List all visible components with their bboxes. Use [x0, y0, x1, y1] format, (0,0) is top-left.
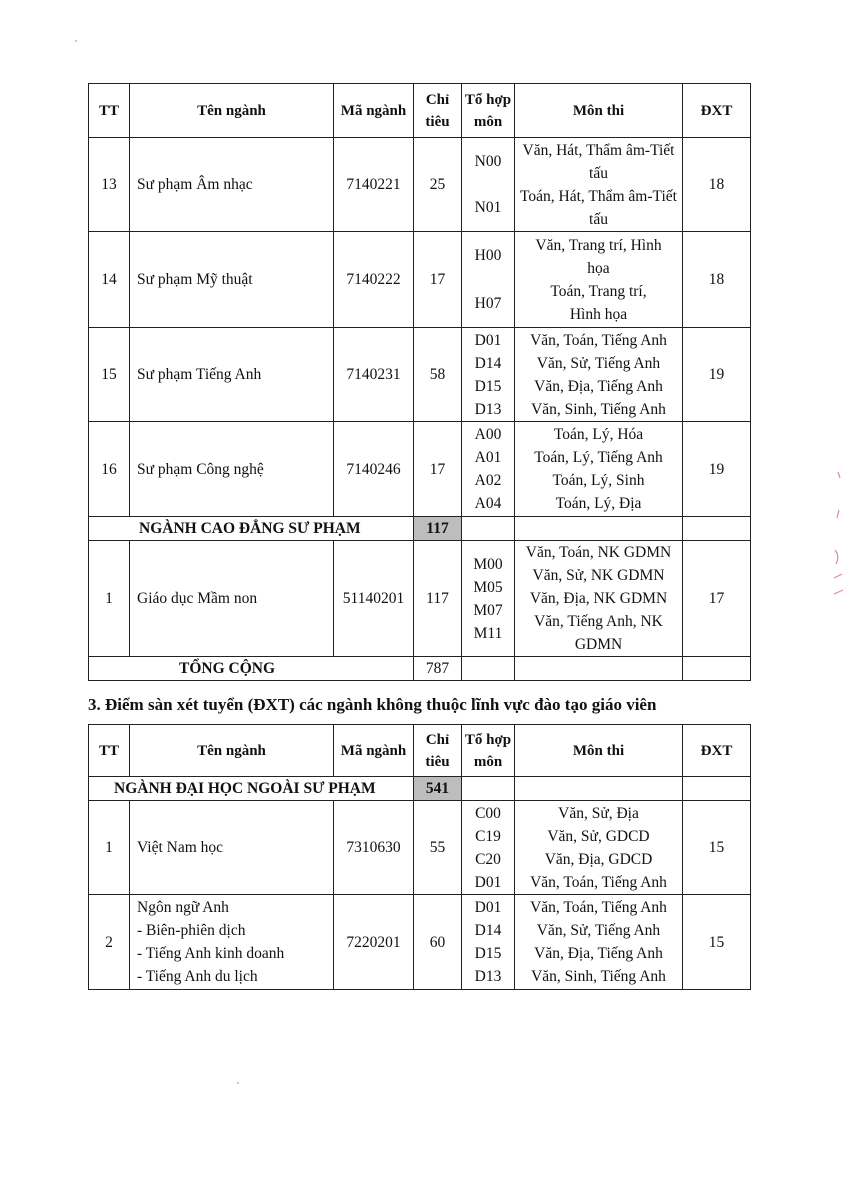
- subject-set: Văn, Sử, Địa: [558, 804, 639, 822]
- row-major-name: Sư phạm Âm nhạc: [130, 138, 334, 232]
- subject-set: Văn, Sử, GDCD: [547, 827, 650, 845]
- empty-cell: [683, 777, 751, 801]
- row-major-name: Sư phạm Tiếng Anh: [130, 328, 334, 422]
- col-header-quota: Chỉ tiêu: [414, 84, 462, 138]
- row-quota: 55: [414, 801, 462, 895]
- row-quota: 17: [414, 232, 462, 328]
- row-quota: 25: [414, 138, 462, 232]
- row-major-code: 7310630: [334, 801, 414, 895]
- row-combos: [462, 422, 515, 517]
- stamp-fragment-icon: [832, 470, 844, 610]
- table-header-row: [89, 725, 751, 777]
- combo-code: D15: [474, 945, 502, 962]
- combo-code: A00: [474, 426, 502, 443]
- row-major-name: Sư phạm Mỹ thuật: [130, 232, 334, 328]
- empty-cell: [462, 657, 515, 681]
- subject-set: Văn, Địa, Tiếng Anh: [534, 945, 663, 962]
- empty-cell: [515, 777, 683, 801]
- combo-code: N01: [474, 199, 502, 217]
- row-subjects: [515, 541, 683, 657]
- section-quota: 117: [414, 517, 462, 541]
- col-header-subjects: Môn thi: [515, 84, 683, 138]
- combo-code: D13: [474, 968, 502, 985]
- subject-set: Toán, Lý, Sinh: [552, 472, 645, 489]
- subject-set: Văn, Trang trí, Hình họa: [535, 236, 662, 277]
- row-score: 17: [683, 541, 751, 657]
- subject-set: Văn, Toán, Tiếng Anh: [530, 873, 667, 891]
- col-header-tt: TT: [89, 725, 130, 777]
- row-major-code: 7140246: [334, 422, 414, 517]
- table-row: [89, 138, 751, 232]
- row-major-code: 7140231: [334, 328, 414, 422]
- combo-code: D01: [474, 899, 502, 916]
- subject-set: Văn, Sử, NK GDMN: [532, 567, 665, 584]
- combo-code: A04: [474, 495, 502, 512]
- empty-cell: [462, 777, 515, 801]
- combo-code: M07: [473, 601, 503, 619]
- row-subjects: [515, 232, 683, 328]
- total-row: [89, 657, 751, 681]
- combo-code: D14: [474, 354, 502, 372]
- row-tt: 13: [89, 138, 130, 232]
- combo-code: N00: [474, 152, 502, 170]
- row-tt: 16: [89, 422, 130, 517]
- row-quota: 17: [414, 422, 462, 517]
- section-heading: 3. Điểm sàn xét tuyển (ĐXT) các ngành không thuộc lĩnh vực đào tạo giáo viên: [88, 695, 657, 714]
- row-score: 18: [683, 138, 751, 232]
- subject-set: Văn, Sử, Tiếng Anh: [536, 922, 661, 939]
- empty-cell: [462, 517, 515, 541]
- row-subjects: [515, 138, 683, 232]
- subject-set: Văn, Địa, GDCD: [544, 850, 653, 868]
- row-major-code: 7220201: [334, 895, 414, 990]
- combo-code: H00: [474, 247, 502, 265]
- empty-cell: [683, 657, 751, 681]
- col-header-major-code: Mã ngành: [334, 84, 414, 138]
- subject-set: Văn, Tiếng Anh, NK GDMN: [534, 613, 663, 653]
- combo-code: M11: [473, 624, 503, 642]
- admission-table-non-teacher: [88, 724, 751, 990]
- col-header-major-name: Tên ngành: [130, 84, 334, 138]
- combo-code: D14: [474, 922, 502, 939]
- stamp-edge-mark: [832, 470, 844, 610]
- combo-code: D01: [474, 331, 502, 349]
- row-quota: 60: [414, 895, 462, 990]
- subject-set: Toán, Lý, Tiếng Anh: [534, 449, 663, 466]
- combo-code: C00: [475, 804, 501, 822]
- table-row: [89, 422, 751, 517]
- row-score: 19: [683, 328, 751, 422]
- table-row: [89, 541, 751, 657]
- row-tt: 14: [89, 232, 130, 328]
- subject-set: Văn, Sử, Tiếng Anh: [536, 354, 661, 372]
- col-header-combo: Tổ hợp môn: [462, 84, 515, 138]
- col-header-major-name: Tên ngành: [130, 725, 334, 777]
- total-label: TỔNG CỘNG: [89, 657, 414, 681]
- col-header-score: ĐXT: [683, 84, 751, 138]
- subject-set: Toán, Trang trí, Hình họa: [550, 282, 647, 323]
- row-subjects: [515, 801, 683, 895]
- section-quota: 541: [414, 777, 462, 801]
- row-tt: 2: [89, 895, 130, 990]
- major-name-line: - Biên-phiên dịch: [137, 922, 246, 939]
- col-header-quota: Chỉ tiêu: [414, 725, 462, 777]
- combo-code: M00: [473, 555, 503, 573]
- section-row: [89, 777, 751, 801]
- scan-speck: [237, 1082, 239, 1084]
- combo-code: A02: [474, 472, 502, 489]
- table-row: [89, 895, 751, 990]
- scan-speck: [75, 40, 77, 42]
- combo-code: A01: [474, 449, 502, 466]
- row-subjects: [515, 895, 683, 990]
- subject-set: Toán, Lý, Hóa: [553, 426, 644, 443]
- subject-set: Văn, Toán, Tiếng Anh: [530, 331, 667, 349]
- row-major-name: Sư phạm Công nghệ: [130, 422, 334, 517]
- row-major-name: Việt Nam học: [130, 801, 334, 895]
- subject-set: Toán, Lý, Địa: [555, 495, 642, 512]
- admission-table-teacher: [88, 83, 751, 681]
- row-combos: [462, 328, 515, 422]
- row-major-name: Giáo dục Mầm non: [130, 541, 334, 657]
- total-value: 787: [414, 657, 462, 681]
- col-header-combo: Tổ hợp môn: [462, 725, 515, 777]
- row-tt: 1: [89, 541, 130, 657]
- row-combos: [462, 801, 515, 895]
- major-name-line: - Tiếng Anh du lịch: [137, 968, 258, 985]
- table-row: [89, 328, 751, 422]
- row-quota: 117: [414, 541, 462, 657]
- row-combos: [462, 138, 515, 232]
- combo-code: C20: [475, 850, 501, 868]
- row-major-name: [130, 895, 334, 990]
- section-label: NGÀNH CAO ĐẲNG SƯ PHẠM: [89, 517, 414, 541]
- subject-set: Văn, Sinh, Tiếng Anh: [531, 400, 666, 418]
- section-label: NGÀNH ĐẠI HỌC NGOÀI SƯ PHẠM: [89, 777, 414, 801]
- empty-cell: [515, 517, 683, 541]
- combo-code: D13: [474, 400, 502, 418]
- subject-set: Văn, Địa, NK GDMN: [529, 590, 668, 607]
- row-combos: [462, 895, 515, 990]
- col-header-major-code: Mã ngành: [334, 725, 414, 777]
- subject-set: Văn, Sinh, Tiếng Anh: [531, 968, 666, 985]
- subject-set: Văn, Toán, Tiếng Anh: [530, 899, 667, 916]
- row-score: 15: [683, 801, 751, 895]
- col-header-subjects: Môn thi: [515, 725, 683, 777]
- row-tt: 1: [89, 801, 130, 895]
- row-combos: [462, 541, 515, 657]
- col-header-tt: TT: [89, 84, 130, 138]
- major-name-line: Ngôn ngữ Anh: [137, 899, 229, 916]
- major-name-line: - Tiếng Anh kinh doanh: [137, 945, 285, 962]
- row-combos: [462, 232, 515, 328]
- table-row: [89, 232, 751, 328]
- empty-cell: [515, 657, 683, 681]
- combo-code: D15: [474, 377, 502, 395]
- col-header-score: ĐXT: [683, 725, 751, 777]
- combo-code: D01: [474, 873, 502, 891]
- table-header-row: [89, 84, 751, 138]
- row-score: 15: [683, 895, 751, 990]
- combo-code: M05: [473, 578, 503, 596]
- subject-set: Toán, Hát, Thẩm âm-Tiết tấu: [520, 187, 677, 228]
- table-row: [89, 801, 751, 895]
- empty-cell: [683, 517, 751, 541]
- row-tt: 15: [89, 328, 130, 422]
- combo-code: C19: [475, 827, 501, 845]
- combo-code: H07: [474, 294, 502, 312]
- row-major-code: 7140221: [334, 138, 414, 232]
- row-subjects: [515, 422, 683, 517]
- row-score: 19: [683, 422, 751, 517]
- section-row: [89, 517, 751, 541]
- subject-set: Văn, Toán, NK GDMN: [525, 544, 672, 561]
- row-subjects: [515, 328, 683, 422]
- row-quota: 58: [414, 328, 462, 422]
- row-score: 18: [683, 232, 751, 328]
- subject-set: Văn, Hát, Thẩm âm-Tiết tấu: [522, 141, 675, 182]
- row-major-code: 51140201: [334, 541, 414, 657]
- subject-set: Văn, Địa, Tiếng Anh: [534, 377, 663, 395]
- row-major-code: 7140222: [334, 232, 414, 328]
